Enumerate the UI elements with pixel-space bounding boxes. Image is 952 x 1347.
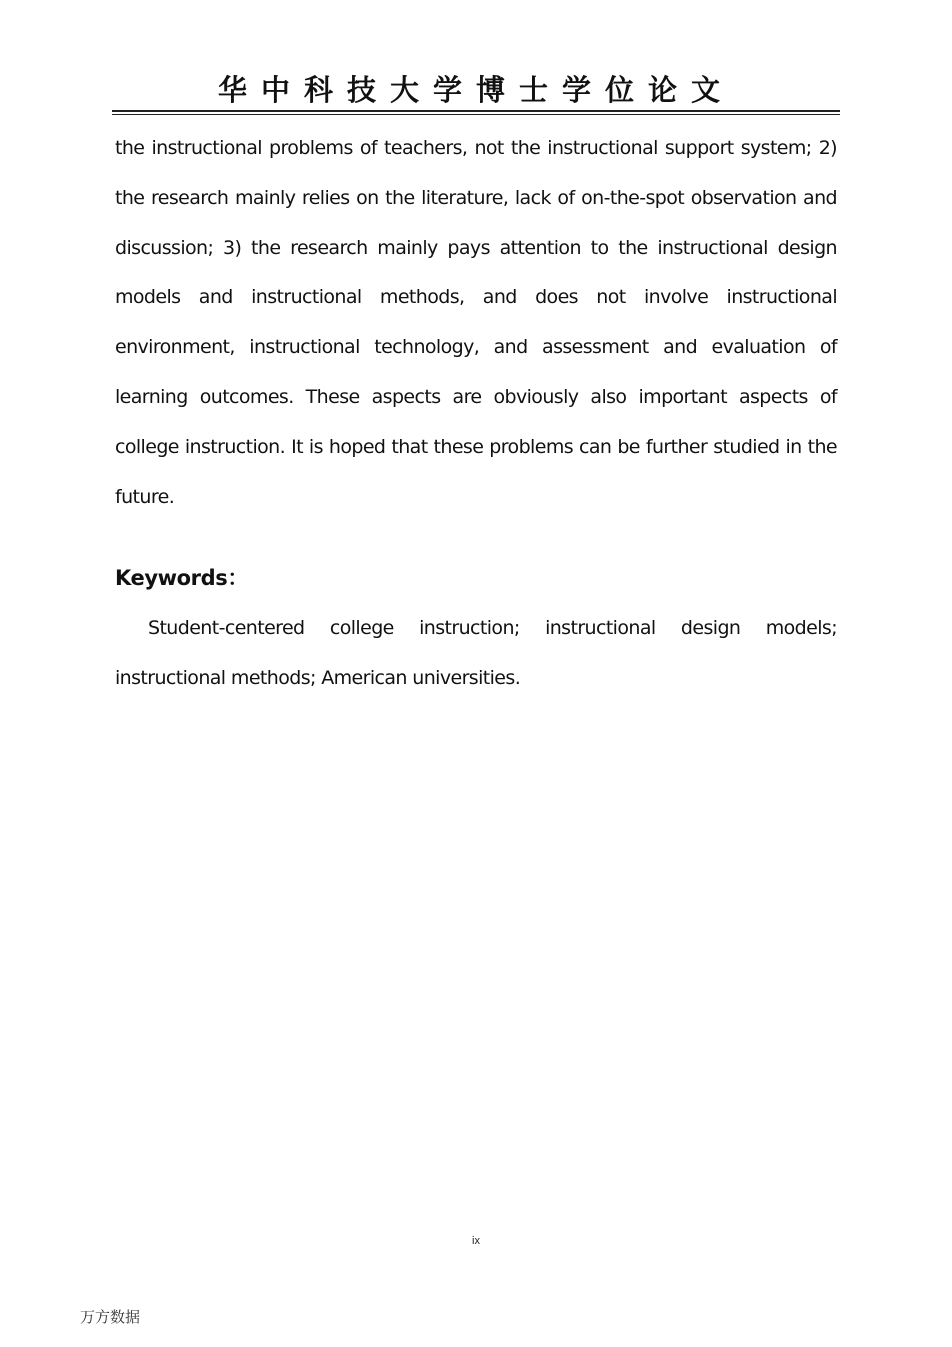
running-header-title: 华中科技大学博士学位论文 <box>217 73 734 107</box>
keywords-heading: Keywords： <box>115 566 248 590</box>
header-rule-thick <box>112 110 840 112</box>
abstract-paragraph: the instructional problems of teachers, not the instructional support system; 2) the research mainly relies on the literature, lack of on-the-spot observation and discussion; 3) the research mainly pays attention to the instructional design models and instructional methods, and does not involve instructional environment, instructional technology, and assessment and evaluation of learning outcomes. These aspects are obviously also important aspects of college instruction. It is hoped that these problems can be further studied in the future. <box>115 137 837 508</box>
keywords-text: Student-centered college instruction; instructional design models; instructional methods; American universities. <box>115 617 837 689</box>
page-number: ix <box>472 1235 480 1247</box>
keywords-block <box>115 604 837 704</box>
abstract-body <box>115 124 837 522</box>
watermark-text: 万方数据 <box>80 1308 141 1326</box>
header-rule-thin <box>112 114 840 115</box>
